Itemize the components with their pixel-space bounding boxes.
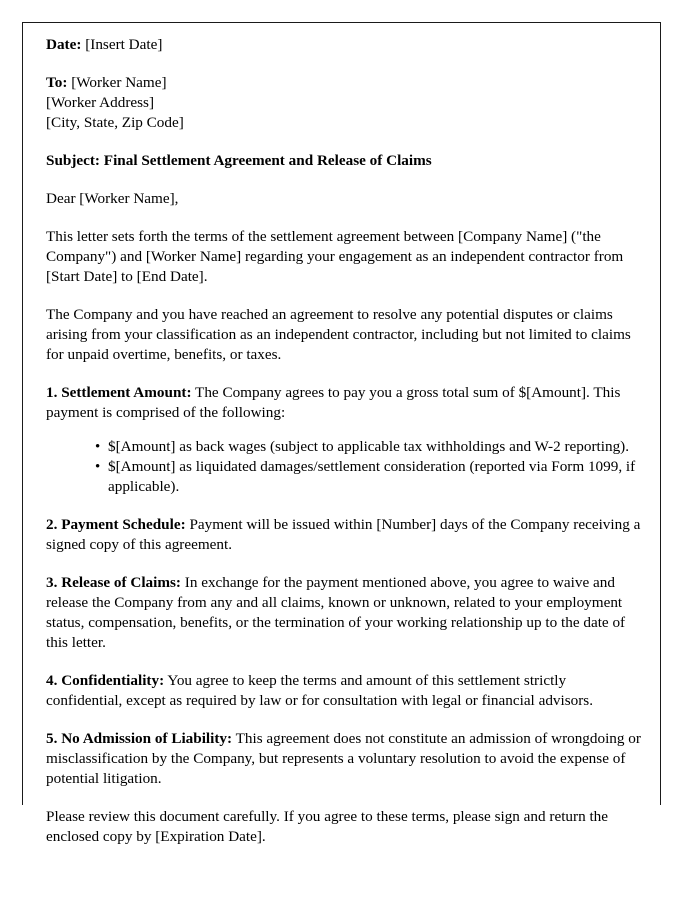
to-label: To:	[46, 74, 68, 91]
salutation: Dear [Worker Name],	[46, 190, 179, 207]
list-item: • $[Amount] as liquidated damages/settlement consideration (reported via Form 1099, if applicable).	[95, 457, 644, 497]
section-text: This agreement does not constitute an admission of wrongdoing or misclassification by the Company, but represents a voluntary resolution to avoid the expense of potential litigation.	[46, 730, 641, 787]
date-block	[46, 35, 644, 55]
section-heading: 3. Release of Claims:	[46, 574, 181, 591]
recipient-name-line	[46, 73, 644, 93]
section-release-of-claims	[46, 573, 644, 653]
section-no-admission-of-liability	[46, 729, 644, 789]
section-heading: 2. Payment Schedule:	[46, 516, 186, 533]
recipient-block	[46, 73, 644, 133]
section-text: You agree to keep the terms and amount of this settlement strictly confidential, except as required by law or for consultation with legal or financial advisors.	[46, 672, 593, 709]
section-heading: 1. Settlement Amount:	[46, 384, 192, 401]
section-heading: 4. Confidentiality:	[46, 672, 165, 689]
section-heading: 5. No Admission of Liability:	[46, 730, 233, 747]
address-line-2: [City, State, Zip Code]	[46, 114, 184, 131]
intro-paragraph: This letter sets forth the terms of the settlement agreement between [Company Name] ("the Company") and [Worker Name] regarding your engagement as an independent contractor from [Start Date] to [End Date].	[46, 228, 624, 285]
section-text: Payment will be issued within [Number] days of the Company receiving a signed copy of this agreement.	[46, 516, 641, 553]
section-settlement-amount	[46, 383, 644, 423]
date-value: [Insert Date]	[85, 36, 163, 53]
section-text: The Company agrees to pay you a gross total sum of $[Amount]. This payment is comprised of the following:	[46, 384, 621, 421]
subject-line: Subject: Final Settlement Agreement and Release of Claims	[46, 152, 432, 169]
date-label: Date:	[46, 36, 82, 53]
section-text: In exchange for the payment mentioned above, you agree to waive and release the Company from any and all claims, known or unknown, related to your employment status, compensation, benefits, or the termination of your working relationship up to the date of this letter.	[46, 574, 626, 651]
list-item: • $[Amount] as back wages (subject to applicable tax withholdings and W-2 reporting).	[95, 437, 644, 457]
background-paragraph: The Company and you have reached an agreement to resolve any potential disputes or claims arising from your classification as an independent contractor, including but not limited to claims for unpaid overtime, benefits, or taxes.	[46, 306, 631, 363]
closing-paragraph: Please review this document carefully. If you agree to these terms, please sign and return the enclosed copy by [Expiration Date].	[46, 808, 609, 845]
document-page	[22, 22, 661, 845]
section-confidentiality	[46, 671, 644, 711]
document-body	[46, 35, 644, 865]
payment-breakdown-list	[46, 437, 644, 497]
address-line-1: [Worker Address]	[46, 94, 155, 111]
to-value: [Worker Name]	[71, 74, 167, 91]
section-payment-schedule	[46, 515, 644, 555]
